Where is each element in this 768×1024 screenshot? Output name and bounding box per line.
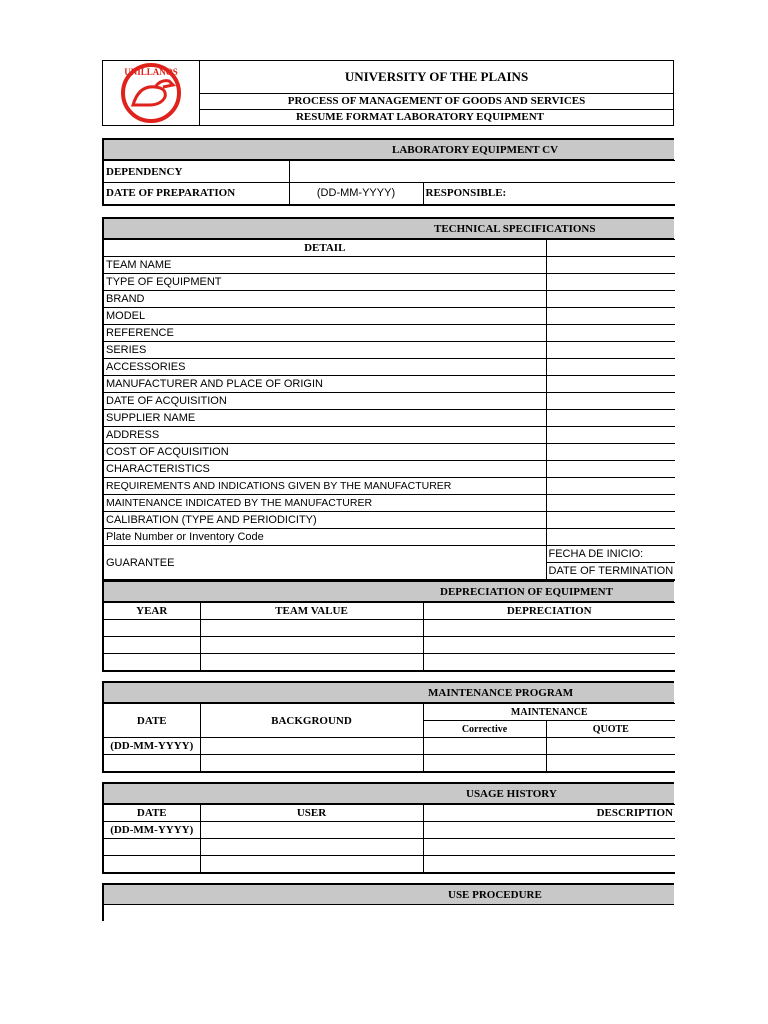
spec-value-field[interactable] <box>546 427 675 444</box>
table-row <box>103 257 675 274</box>
guarantee-end-field[interactable]: DATE OF TERMINATION <box>546 563 675 581</box>
dependency-field[interactable] <box>289 161 675 183</box>
spec-label: REFERENCE <box>103 325 546 342</box>
table-row <box>103 359 675 376</box>
spec-value-field[interactable] <box>546 291 675 308</box>
table-row <box>103 495 675 512</box>
procedure-text-area[interactable] <box>102 905 674 921</box>
date-header: DATE <box>103 704 200 738</box>
table-row <box>103 654 675 672</box>
spec-label: TYPE OF EQUIPMENT <box>103 274 546 291</box>
maintenance-table <box>102 703 675 773</box>
table-row <box>103 342 675 359</box>
dependency-label: DEPENDENCY <box>103 161 289 183</box>
cv-section <box>102 138 674 206</box>
spec-label: MAINTENANCE INDICATED BY THE MANUFACTURER <box>103 495 546 512</box>
spec-label: MODEL <box>103 308 546 325</box>
tech-table <box>102 239 675 581</box>
university-logo <box>103 61 199 125</box>
spec-value-field[interactable] <box>546 393 675 410</box>
tech-section <box>102 217 674 581</box>
maintenance-section-title: MAINTENANCE PROGRAM <box>428 687 574 699</box>
procedure-section-header <box>102 883 674 905</box>
logo-cell <box>103 61 200 125</box>
cv-table <box>102 160 675 206</box>
spec-value-field[interactable] <box>546 257 675 274</box>
logo-text: UNILLANOS <box>124 67 178 77</box>
table-row <box>103 376 675 393</box>
table-row <box>103 461 675 478</box>
corrective-header: Corrective <box>423 721 546 738</box>
process-name: PROCESS OF MANAGEMENT OF GOODS AND SERVICES <box>200 94 673 110</box>
usage-date-format-hint[interactable]: (DD-MM-YYYY) <box>103 822 200 839</box>
table-row <box>103 274 675 291</box>
usage-section-title: USAGE HISTORY <box>466 788 557 800</box>
year-header: YEAR <box>103 603 200 620</box>
spec-value-field[interactable] <box>546 495 675 512</box>
table-row <box>103 308 675 325</box>
maintenance-section-header <box>102 681 674 703</box>
table-row <box>103 427 675 444</box>
maintenance-header: MAINTENANCE <box>423 704 675 721</box>
table-row <box>103 620 675 637</box>
usage-section-header <box>102 782 674 804</box>
depreciation-section-title: DEPRECIATION OF EQUIPMENT <box>440 586 613 598</box>
spec-value-field[interactable] <box>546 410 675 427</box>
table-row <box>103 410 675 427</box>
depreciation-table <box>102 602 675 672</box>
spec-value-field[interactable] <box>546 529 675 546</box>
usage-table <box>102 804 675 874</box>
spec-value-field[interactable] <box>546 461 675 478</box>
spec-value-field[interactable] <box>546 274 675 291</box>
spec-label: MANUFACTURER AND PLACE OF ORIGIN <box>103 376 546 393</box>
procedure-section-title: USE PROCEDURE <box>448 889 542 901</box>
quote-header: QUOTE <box>546 721 675 738</box>
team-value-header: TEAM VALUE <box>200 603 423 620</box>
spec-label: DATE OF ACQUISITION <box>103 393 546 410</box>
spec-label: REQUIREMENTS AND INDICATIONS GIVEN BY THE MANUFACTURER <box>103 478 546 495</box>
spec-value-field[interactable] <box>546 325 675 342</box>
cv-section-title: LABORATORY EQUIPMENT CV <box>392 144 559 156</box>
tech-section-title: TECHNICAL SPECIFICATIONS <box>434 223 596 235</box>
table-row <box>103 755 675 773</box>
usage-section <box>102 782 674 874</box>
detail-header: DETAIL <box>103 240 546 257</box>
spec-value-field[interactable] <box>546 342 675 359</box>
date-of-preparation-label: DATE OF PREPARATION <box>103 183 289 205</box>
table-row <box>103 393 675 410</box>
table-row <box>103 856 675 874</box>
description-header: DESCRIPTION <box>423 805 675 822</box>
spec-label: CALIBRATION (TYPE AND PERIODICITY) <box>103 512 546 529</box>
detail-value-header <box>546 240 675 257</box>
guarantee-label: GUARANTEE <box>103 546 546 581</box>
table-row <box>103 637 675 654</box>
spec-value-field[interactable] <box>546 376 675 393</box>
spec-label: BRAND <box>103 291 546 308</box>
format-name: RESUME FORMAT LABORATORY EQUIPMENT <box>295 111 545 123</box>
university-name: UNIVERSITY OF THE PLAINS <box>200 61 673 94</box>
date-of-preparation-field[interactable]: (DD-MM-YYYY) <box>289 183 423 205</box>
date-format-hint[interactable]: (DD-MM-YYYY) <box>103 738 200 755</box>
spec-label: CHARACTERISTICS <box>103 461 546 478</box>
guarantee-start-field[interactable]: FECHA DE INICIO: <box>546 546 675 563</box>
spec-label: SERIES <box>103 342 546 359</box>
spec-value-field[interactable] <box>546 444 675 461</box>
depreciation-header: DEPRECIATION <box>423 603 675 620</box>
table-row <box>103 444 675 461</box>
spec-label: ADDRESS <box>103 427 546 444</box>
tech-section-header <box>102 217 674 239</box>
spec-label: TEAM NAME <box>103 257 546 274</box>
user-header: USER <box>200 805 423 822</box>
depreciation-section-header <box>102 580 674 602</box>
table-row <box>103 738 675 755</box>
table-row <box>103 822 675 839</box>
maintenance-section <box>102 681 674 773</box>
depreciation-section <box>102 580 674 672</box>
tech-rows <box>103 257 675 546</box>
spec-label: ACCESSORIES <box>103 359 546 376</box>
responsible-label[interactable]: RESPONSIBLE: <box>423 183 675 205</box>
table-row <box>103 291 675 308</box>
usage-date-header: DATE <box>103 805 200 822</box>
spec-label: COST OF ACQUISITION <box>103 444 546 461</box>
spec-label: SUPPLIER NAME <box>103 410 546 427</box>
background-header: BACKGROUND <box>200 704 423 738</box>
spec-value-field[interactable] <box>546 512 675 529</box>
procedure-section <box>102 883 674 921</box>
table-row <box>103 529 675 546</box>
form-header <box>102 60 674 126</box>
table-row <box>103 478 675 495</box>
cv-section-header <box>102 138 674 160</box>
spec-value-field[interactable] <box>546 478 675 495</box>
table-row <box>103 839 675 856</box>
table-row <box>103 325 675 342</box>
spec-value-field[interactable] <box>546 359 675 376</box>
spec-label: Plate Number or Inventory Code <box>103 529 546 546</box>
spec-value-field[interactable] <box>546 308 675 325</box>
table-row <box>103 512 675 529</box>
